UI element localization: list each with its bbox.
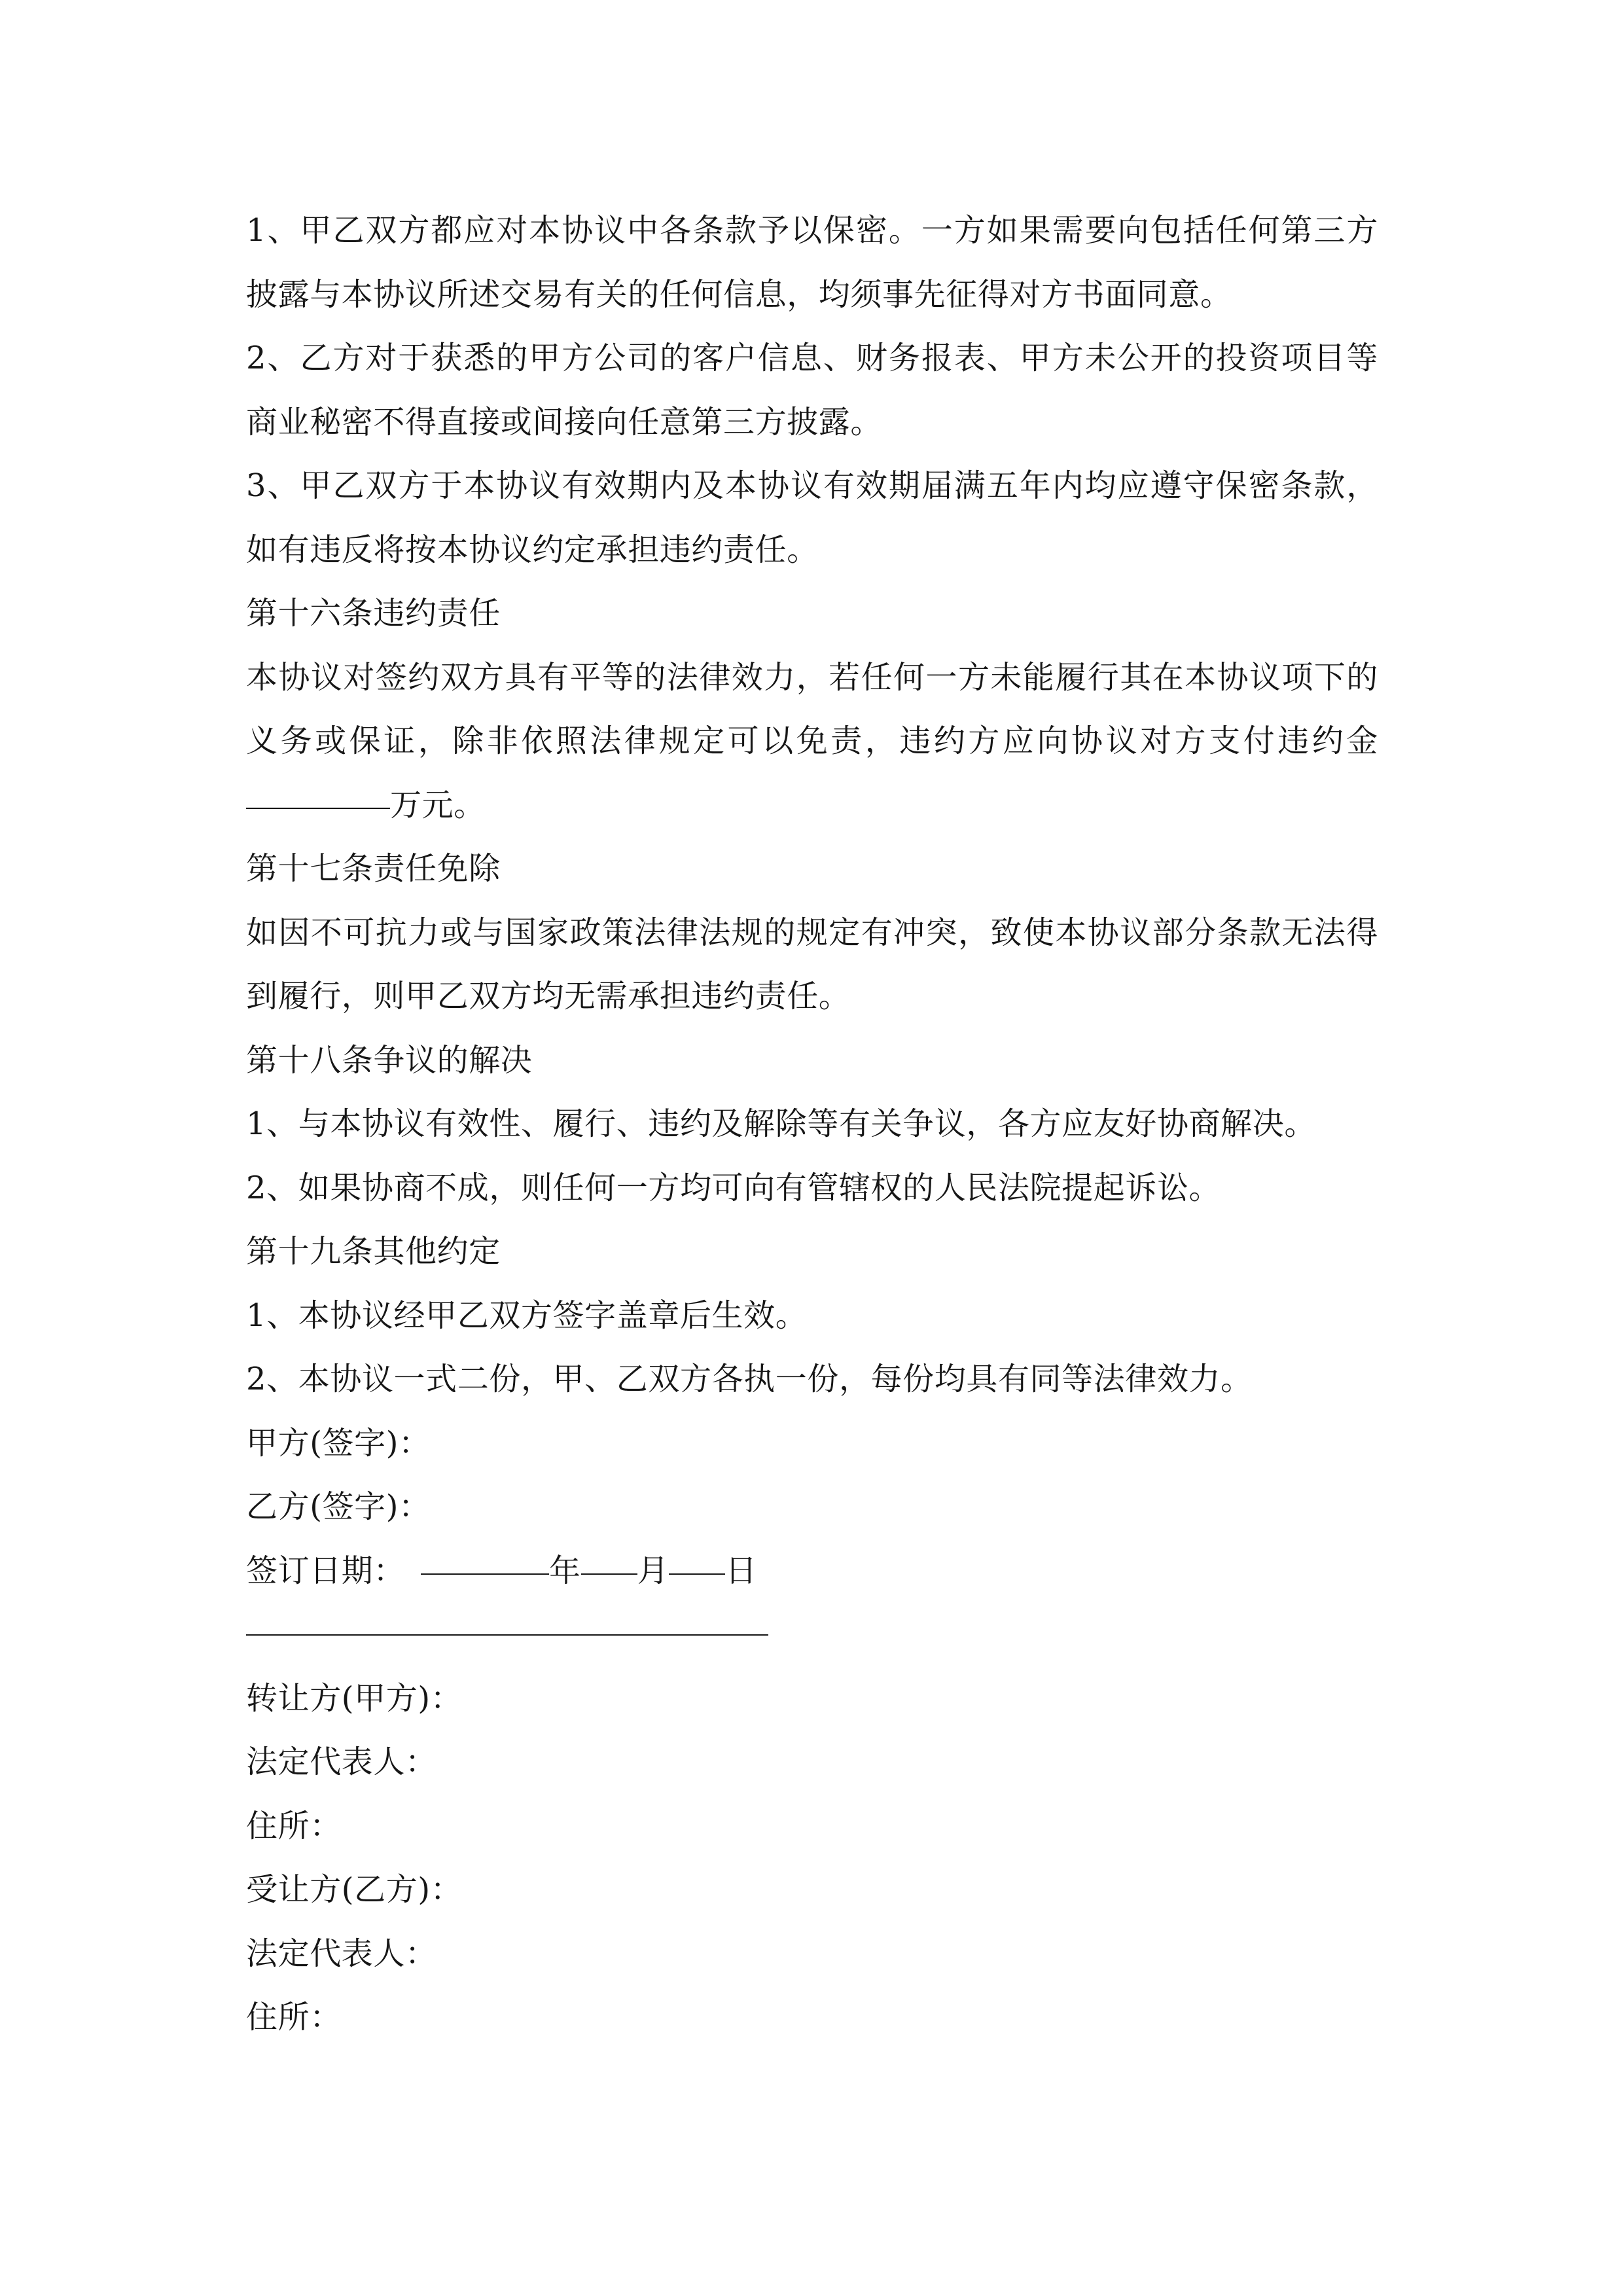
- year-blank: [421, 1573, 549, 1575]
- article-16-heading: 第十六条违约责任: [246, 595, 501, 632]
- party-a-signature: 甲方(签字)：: [246, 1424, 431, 1462]
- transferor-address: 住所：: [246, 1807, 342, 1844]
- confidentiality-clause-1-line-1: 1、甲乙双方都应对本协议中各条款予以保密。一方如果需要向包括任何第三方: [246, 212, 1378, 249]
- transferee-address: 住所：: [246, 1999, 342, 2036]
- article-18-item-1: 1、与本协议有效性、履行、违约及解除等有关争议，各方应友好协商解决。: [246, 1105, 1316, 1142]
- article-16-line-1: 本协议对签约双方具有平等的法律效力，若任何一方未能履行其在本协议项下的: [246, 658, 1378, 696]
- document-body: [246, 199, 1378, 2050]
- confidentiality-clause-3-line-2: 如有违反将按本协议约定承担违约责任。: [246, 531, 819, 568]
- transferor-legal-rep: 法定代表人：: [246, 1744, 437, 1780]
- month-label: 月: [637, 1552, 669, 1589]
- signing-date-label: 签订日期：: [246, 1552, 406, 1589]
- day-blank: [669, 1573, 725, 1575]
- separator-line-row: [246, 1603, 1378, 1667]
- confidentiality-clause-2-line-2: 商业秘密不得直接或间接向任意第三方披露。: [246, 403, 883, 440]
- month-blank: [581, 1573, 637, 1575]
- article-16-line-2: 义务或保证，除非依照法律规定可以免责，违约方应向协议对方支付违约金: [246, 723, 1378, 759]
- article-18-heading: 第十八条争议的解决: [246, 1041, 533, 1079]
- article-17-line-2: 到履行，则甲乙双方均无需承担违约责任。: [246, 978, 851, 1014]
- signing-date-line: [246, 1539, 1378, 1604]
- article-19-item-2: 2、本协议一式二份，甲、乙双方各执一份，每份均具有同等法律效力。: [246, 1361, 1253, 1397]
- day-label: 日: [725, 1552, 757, 1589]
- year-label: 年: [549, 1552, 581, 1589]
- transferor-label: 转让方(甲方)：: [246, 1679, 463, 1717]
- party-b-signature: 乙方(签字)：: [246, 1488, 431, 1525]
- penalty-amount-blank: [246, 808, 390, 809]
- article-18-item-2: 2、如果协商不成，则任何一方均可向有管辖权的人民法院提起诉讼。: [246, 1169, 1221, 1206]
- confidentiality-clause-3-line-1: 3、甲乙双方于本协议有效期内及本协议有效期届满五年内均应遵守保密条款，: [246, 467, 1378, 504]
- article-19-item-1: 1、本协议经甲乙双方签字盖章后生效。: [246, 1297, 808, 1334]
- article-19-heading: 第十九条其他约定: [246, 1233, 501, 1270]
- article-17-heading: 第十七条责任免除: [246, 850, 501, 887]
- transferee-legal-rep: 法定代表人：: [246, 1935, 437, 1972]
- article-17-line-1: 如因不可抗力或与国家政策法律法规的规定有冲突，致使本协议部分条款无法得: [246, 914, 1378, 951]
- transferee-label: 受让方(乙方)：: [246, 1871, 463, 1908]
- amount-suffix: 万元。: [390, 786, 486, 823]
- article-16-amount-line: [246, 774, 1378, 838]
- separator-line: [246, 1634, 768, 1636]
- confidentiality-clause-2-line-1: 2、乙方对于获悉的甲方公司的客户信息、财务报表、甲方未公开的投资项目等: [246, 340, 1378, 376]
- confidentiality-clause-1-line-2: 披露与本协议所述交易有关的任何信息，均须事先征得对方书面同意。: [246, 276, 1232, 313]
